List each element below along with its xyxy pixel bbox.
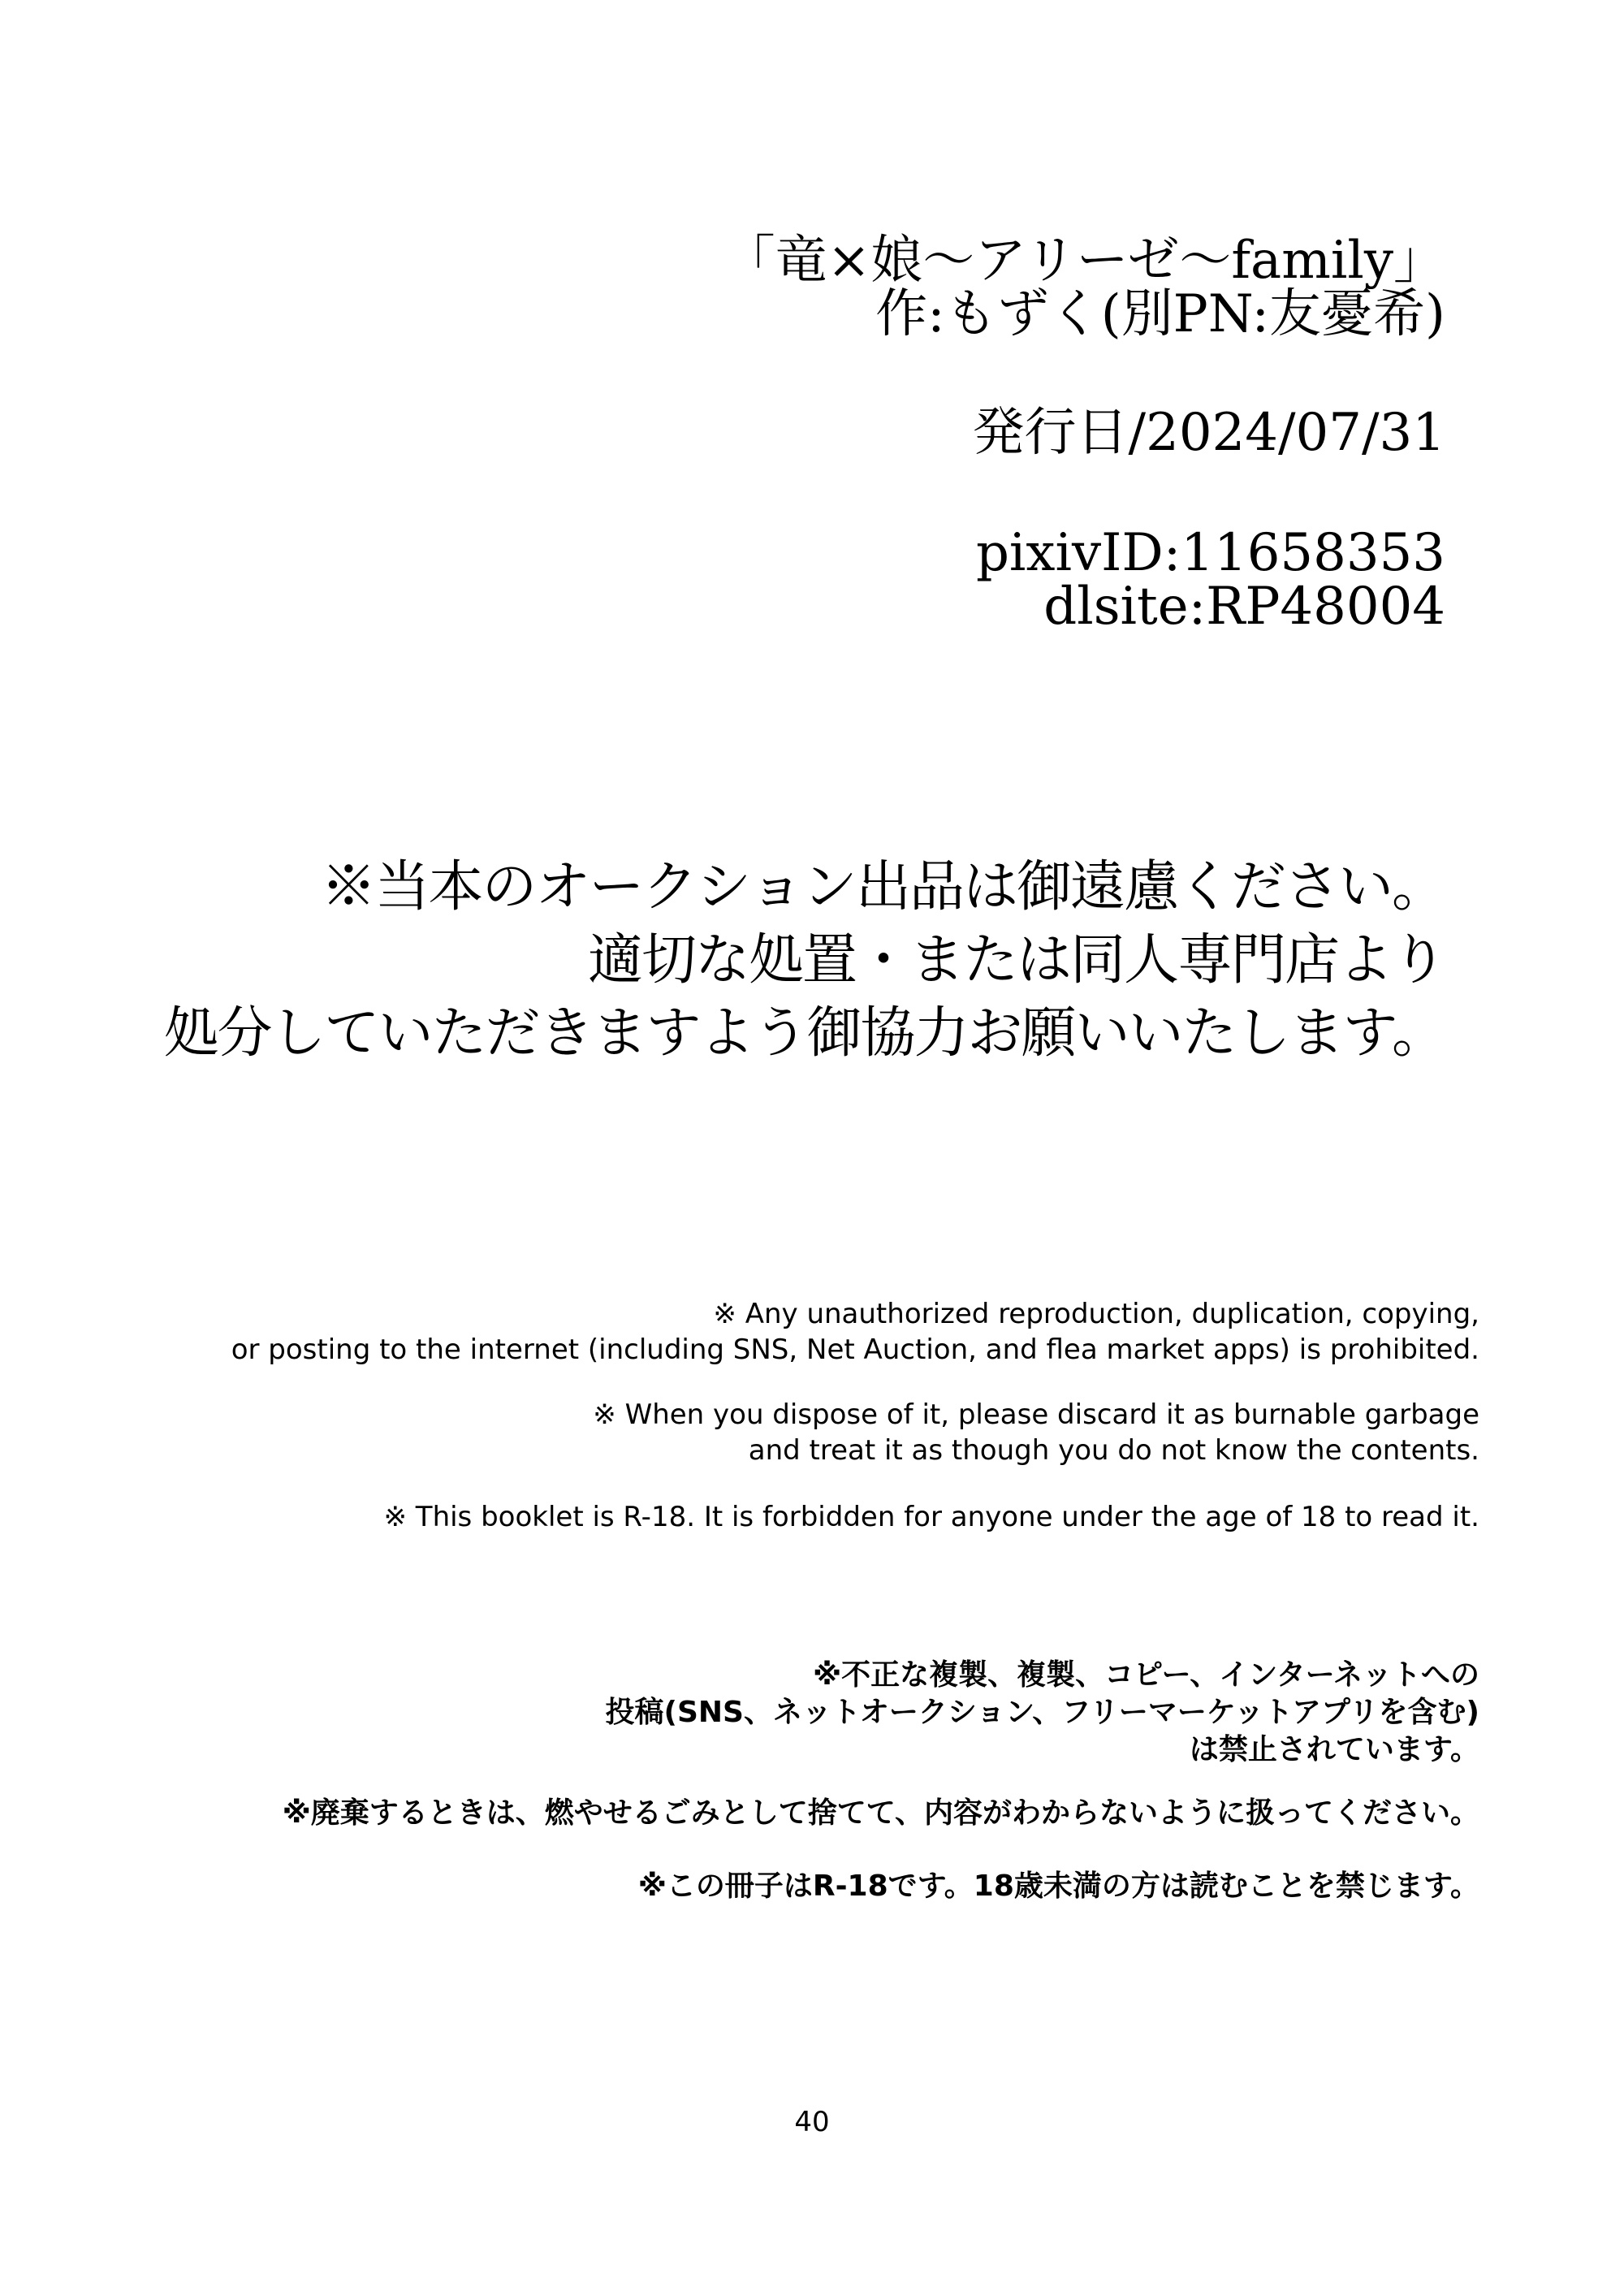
notice-line: ※ Any unauthorized reproduction, duplication, copying, bbox=[713, 1298, 1479, 1330]
author-credit: 作:もずく(別PN:友憂希) bbox=[875, 284, 1445, 344]
auction-notice-line: 適切な処置・または同人専門店より bbox=[587, 928, 1445, 992]
book-title: 「竜×娘〜アリーゼ〜family」 bbox=[723, 231, 1445, 291]
publish-date: 発行日/2024/07/31 bbox=[972, 403, 1445, 463]
notice-line: は禁止されています。 bbox=[1189, 1733, 1479, 1766]
colophon-title-block bbox=[723, 231, 1445, 344]
notice-line: ※不正な複製、複製、コピー、インターネットへの bbox=[813, 1658, 1479, 1692]
notice-line: ※ This booklet is R-18. It is forbidden for anyone under the age of 18 to read it. bbox=[383, 1501, 1479, 1533]
japanese-disposal-notice bbox=[283, 1795, 1479, 1832]
notice-line: ※この冊子はR-18です。18歳未満の方は読むことを禁じます。 bbox=[637, 1870, 1479, 1903]
notice-line: ※ When you dispose of it, please discard it as burnable garbage bbox=[593, 1398, 1479, 1431]
page-number: 40 bbox=[794, 2106, 830, 2138]
japanese-reproduction-notice bbox=[606, 1657, 1479, 1769]
english-reproduction-notice bbox=[231, 1296, 1479, 1368]
notice-line: or posting to the internet (including SNS, Net Auction, and flea market apps) is prohibited. bbox=[231, 1334, 1479, 1366]
publish-date-block bbox=[972, 403, 1445, 463]
publisher-ids-block bbox=[975, 523, 1445, 637]
auction-notice-line: 処分していただきますよう御協力お願いいたします。 bbox=[163, 1001, 1445, 1066]
pixiv-id: pixivID:11658353 bbox=[975, 523, 1445, 583]
notice-line: 投稿(SNS、ネットオークション、フリーマーケットアプリを含む) bbox=[605, 1696, 1479, 1729]
auction-notice bbox=[163, 851, 1445, 1070]
english-disposal-notice bbox=[593, 1397, 1479, 1468]
english-age-restriction-notice bbox=[384, 1499, 1480, 1535]
notice-line: ※廃棄するときは、燃やせるごみとして捨てて、内容がわからないように扱ってください。 bbox=[282, 1796, 1479, 1830]
dlsite-id: dlsite:RP48004 bbox=[1043, 577, 1445, 637]
japanese-age-restriction-notice bbox=[638, 1868, 1479, 1905]
auction-notice-line: ※当本のオークション出品は御遠慮ください。 bbox=[321, 855, 1445, 919]
notice-line: and treat it as though you do not know the contents. bbox=[748, 1434, 1479, 1467]
